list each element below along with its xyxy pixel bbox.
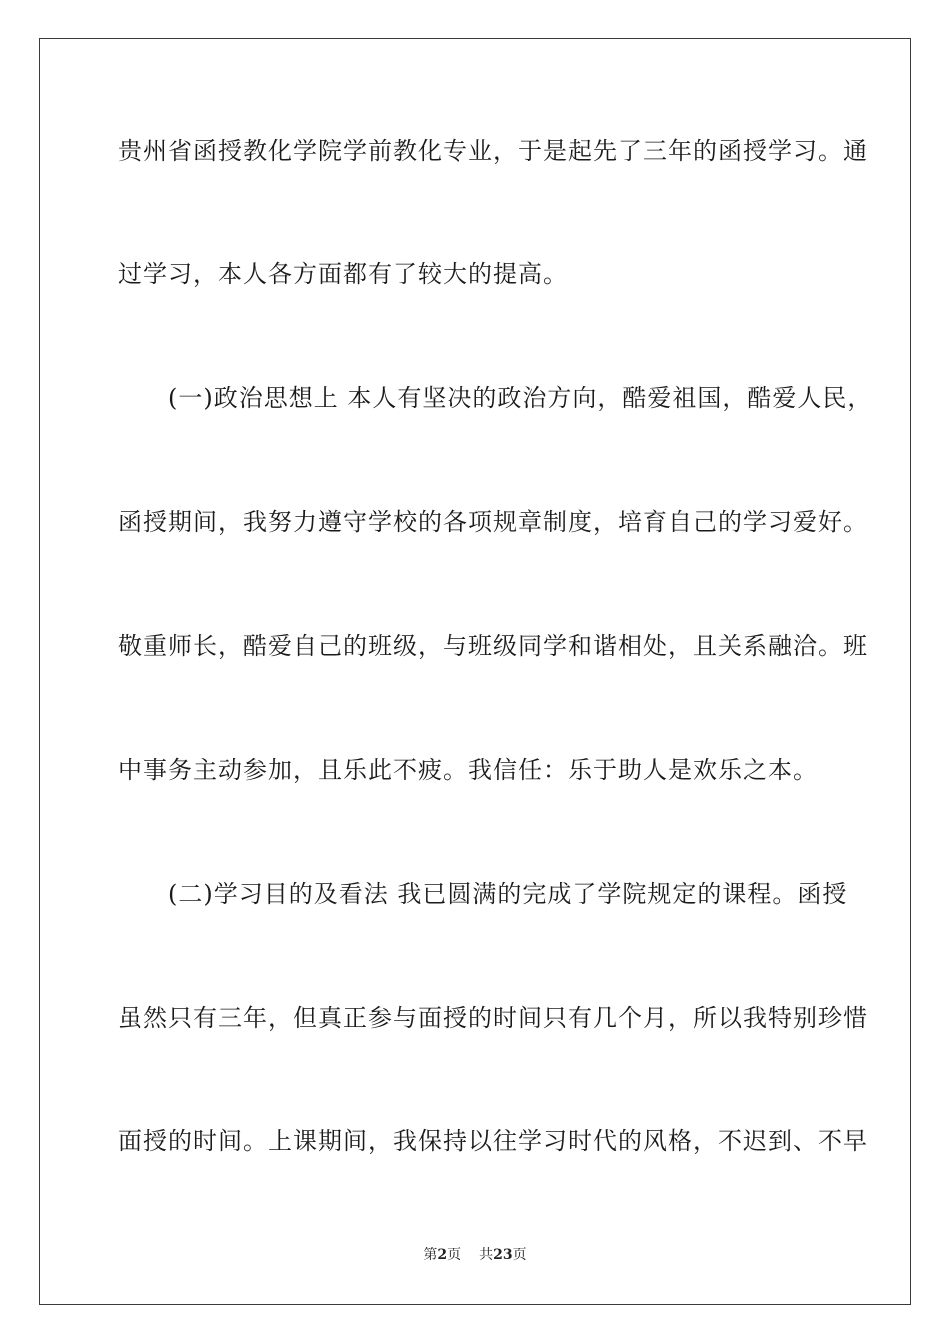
total-pages: 23 (493, 1247, 513, 1263)
page-suffix: 页 (447, 1247, 462, 1263)
page-number: 2 (437, 1247, 448, 1263)
body-text-line-7: (二)学习目的及看法 我已圆满的完成了学院规定的课程。函授 (118, 880, 848, 908)
page-border (39, 38, 911, 1305)
body-text-line-5: 敬重师长，酷爱自己的班级，与班级同学和谐相处，且关系融洽。班 (118, 632, 868, 660)
page-footer (0, 1246, 950, 1264)
total-suffix: 页 (512, 1247, 527, 1263)
page-prefix: 第 (423, 1247, 438, 1263)
body-text-line-4: 函授期间，我努力遵守学校的各项规章制度，培育自己的学习爱好。 (118, 508, 868, 536)
body-text-line-9: 面授的时间。上课期间，我保持以往学习时代的风格，不迟到、不早 (118, 1127, 868, 1155)
body-text-line-6: 中事务主动参加，且乐此不疲。我信任：乐于助人是欢乐之本。 (118, 756, 818, 784)
body-text-line-2: 过学习，本人各方面都有了较大的提高。 (118, 260, 568, 288)
body-text-line-8: 虽然只有三年，但真正参与面授的时间只有几个月，所以我特别珍惜 (118, 1004, 868, 1032)
body-text-line-3: (一)政治思想上 本人有坚决的政治方向，酷爱祖国，酷爱人民， (118, 384, 873, 412)
body-text-line-1: 贵州省函授教化学院学前教化专业，于是起先了三年的函授学习。通 (118, 137, 868, 165)
total-prefix: 共 (479, 1247, 494, 1263)
